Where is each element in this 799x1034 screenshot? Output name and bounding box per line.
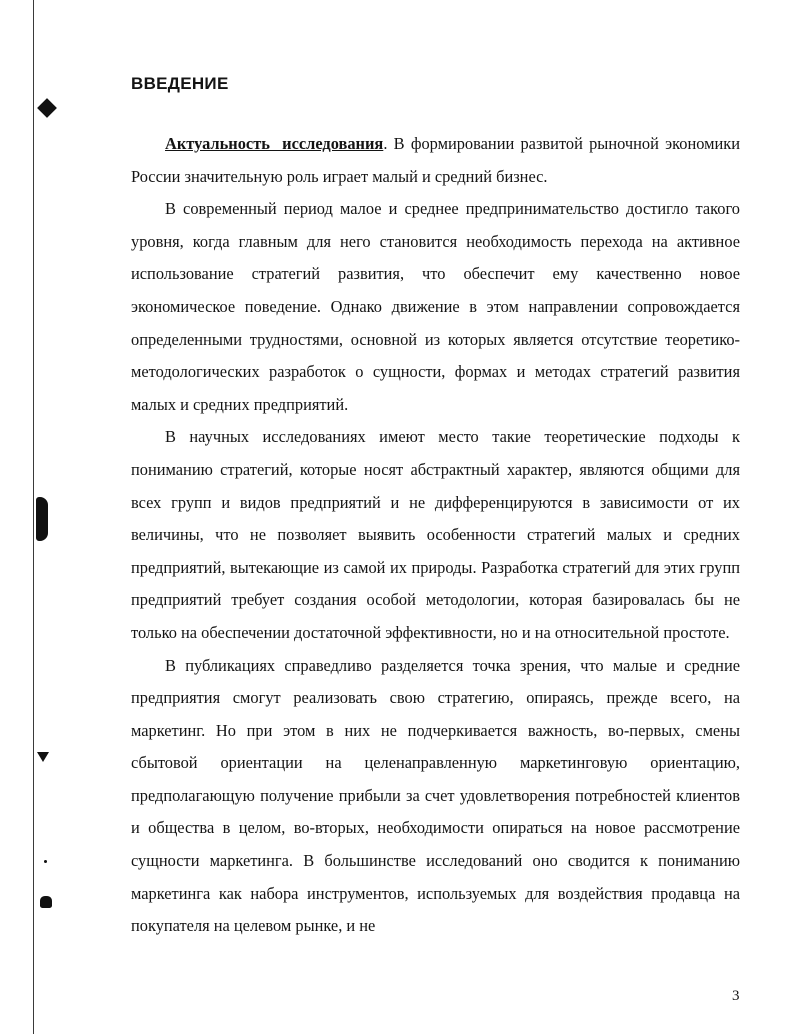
scan-artifact-blot <box>36 497 48 541</box>
scan-artifact-spot <box>40 896 52 908</box>
page-number: 3 <box>732 988 740 1004</box>
paragraph: В научных исследованиях имеют место такие теоретические подходы к пониманию стратегий, которые носят абстрактный характер, являются общими для всех групп и видов предприятий и не дифференцируются в зависимости от их величины, что не позволяет выявить особенности стратегий малых и средних предприятий, вытекающие из самой их природы. Разработка стратегий для этих групп предприятий требует создания особой методологии, которая базировалась бы не только на обеспечении достаточной эффективности, но и на относительной простоте. <box>131 427 740 642</box>
scan-artifact-diamond <box>37 98 57 118</box>
paragraph-text: . В формировании развитой рыночной экономики России значительную роль играет малый и средний бизнес. <box>131 134 740 186</box>
scan-artifact-dot <box>44 860 47 863</box>
paragraph-relevance <box>131 128 740 193</box>
paragraph: В публикациях справедливо разделяется точка зрения, что малые и средние предприятия смогут реализовать свою стратегию, опираясь, прежде всего, на маркетинг. Но при этом в них не подчеркивается важность, во-первых, смены сбытовой ориентации на целенаправленную маркетинговую ориентацию, предполагающую получение прибыли за счет удовлетворения потребностей клиентов и общества в целом, во-вторых, необходимости опираться на новое рассмотрение сущности маркетинга. В большинстве исследований оно сводится к пониманию маркетинга как набора инструментов, используемых для воздействия продавца на покупателя на целевом рынке, и не <box>131 655 740 936</box>
document-body <box>131 128 740 943</box>
scan-artifact-triangle <box>37 752 49 762</box>
scan-binding-line <box>33 0 34 1034</box>
relevance-lead: Актуальность исследования <box>165 134 384 153</box>
paragraph: В современный период малое и среднее предпринимательство достигло такого уровня, когда главным для него становится необходимость перехода на активное использование стратегий развития, что обеспечит ему качественно новое экономическое поведение. Однако движение в этом направлении сопровождается определенными трудностями, основной из которых является отсутствие теоретико-методологических разработок о сущности, формах и методах стратегий развития малых и средних предприятий. <box>131 199 740 414</box>
page-title: ВВЕДЕНИЕ <box>131 74 229 93</box>
